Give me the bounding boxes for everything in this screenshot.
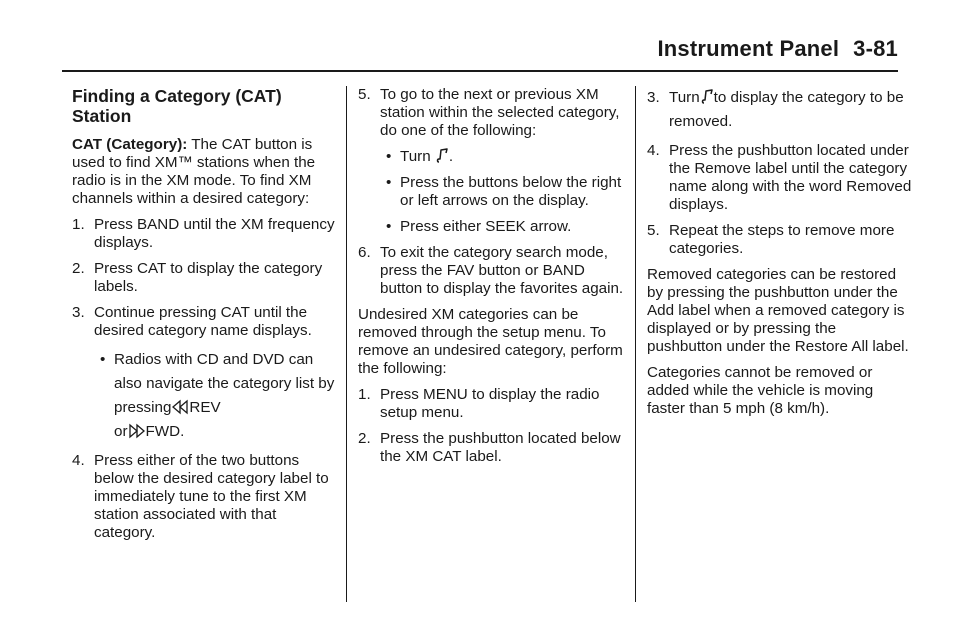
step-text: Press CAT to display the category labels. <box>94 260 323 295</box>
step-number: 5. <box>647 222 660 239</box>
step-text: Repeat the steps to remove more categories. <box>669 222 895 257</box>
remove-step-3 <box>647 86 913 134</box>
step-number: 3. <box>72 304 85 321</box>
step-number: 6. <box>358 244 371 261</box>
step-6 <box>358 244 624 298</box>
section-title: Instrument Panel <box>657 36 840 61</box>
step-text: Press BAND until the XM frequency displays. <box>94 216 335 251</box>
seek-forward-icon <box>129 423 145 439</box>
section-heading: Finding a Category (CAT) Station <box>72 86 282 126</box>
step-text: Continue pressing CAT until the desired category name displays. <box>94 304 312 339</box>
step-1 <box>72 216 338 252</box>
step-number: 4. <box>647 142 660 159</box>
restore-paragraph: Removed categories can be restored by pressing the pushbutton under the Add label when a removed category is displayed or by pressing the pushbutton under the Restore All label. <box>647 266 909 355</box>
step-number: 4. <box>72 452 85 469</box>
bullet-mark: • <box>386 148 392 165</box>
fwd-label: FWD. <box>145 423 185 440</box>
column-divider <box>635 86 636 602</box>
bullet-mark: • <box>386 174 392 191</box>
step-number: 3. <box>647 89 660 106</box>
page-number: 3-81 <box>853 36 898 61</box>
step-number: 2. <box>358 430 371 447</box>
step-text: To go to the next or previous XM station within the selected category, do one of the following: <box>380 86 620 139</box>
intro-label: CAT (Category): <box>72 136 188 153</box>
header-rule <box>62 70 898 72</box>
step-text: Press either of the two buttons below the desired category label to immediately tune to the first XM station associated with that category. <box>94 452 329 541</box>
column-1 <box>72 86 338 550</box>
bullet-text: Turn <box>400 148 431 165</box>
step-number: 1. <box>358 386 371 403</box>
rev-label: REV <box>189 399 221 416</box>
intro-paragraph <box>72 136 338 208</box>
bullet-text: . <box>448 148 454 165</box>
step-5 <box>358 86 624 140</box>
bullet-text: Press either SEEK arrow. <box>400 218 572 235</box>
bullet-item <box>72 348 338 444</box>
bullet-item <box>358 218 624 236</box>
column-2 <box>358 86 624 474</box>
step-number: 1. <box>72 216 85 233</box>
step-number: 2. <box>72 260 85 277</box>
step-4 <box>72 452 338 542</box>
step-text: Press the pushbutton located under the Remove label until the category name along with the word Removed displays. <box>669 142 912 213</box>
step-text: Turn <box>669 89 700 106</box>
remove-step-1 <box>358 386 624 422</box>
bullet-item <box>358 148 624 166</box>
bullet-text: Radios with CD and DVD can also navigate the category list by pressing <box>114 351 335 416</box>
step-text: Press the pushbutton located below the XM CAT label. <box>380 430 621 465</box>
tune-knob-icon <box>436 148 448 164</box>
bullet-mark: • <box>100 351 106 368</box>
step-text: to display the category to be removed. <box>669 89 904 130</box>
seek-back-icon <box>172 399 188 415</box>
step-text: To exit the category search mode, press the FAV button or BAND button to display the favorites again. <box>380 244 624 297</box>
bullet-text: or <box>114 423 128 440</box>
tune-knob-icon <box>701 89 713 105</box>
remove-step-2 <box>358 430 624 466</box>
intro-text: The CAT button is used to find XM™ stations when the radio is in the XM mode. To find XM channels within a desired category: <box>72 136 316 207</box>
step-2 <box>72 260 338 296</box>
step-text: Press MENU to display the radio setup menu. <box>380 386 600 421</box>
bullet-item <box>358 174 624 210</box>
restriction-paragraph: Categories cannot be removed or added while the vehicle is moving faster than 5 mph (8 km/h). <box>647 364 874 417</box>
bullet-mark: • <box>386 218 392 235</box>
step-number: 5. <box>358 86 371 103</box>
bullet-text: Press the buttons below the right or left arrows on the display. <box>400 174 622 209</box>
removal-intro: Undesired XM categories can be removed through the setup menu. To remove an undesired category, perform the following: <box>358 306 623 377</box>
column-divider <box>346 86 347 602</box>
remove-step-5 <box>647 222 913 258</box>
column-3 <box>647 86 913 426</box>
page-header <box>643 36 898 62</box>
remove-step-4 <box>647 142 913 214</box>
step-3 <box>72 304 338 340</box>
